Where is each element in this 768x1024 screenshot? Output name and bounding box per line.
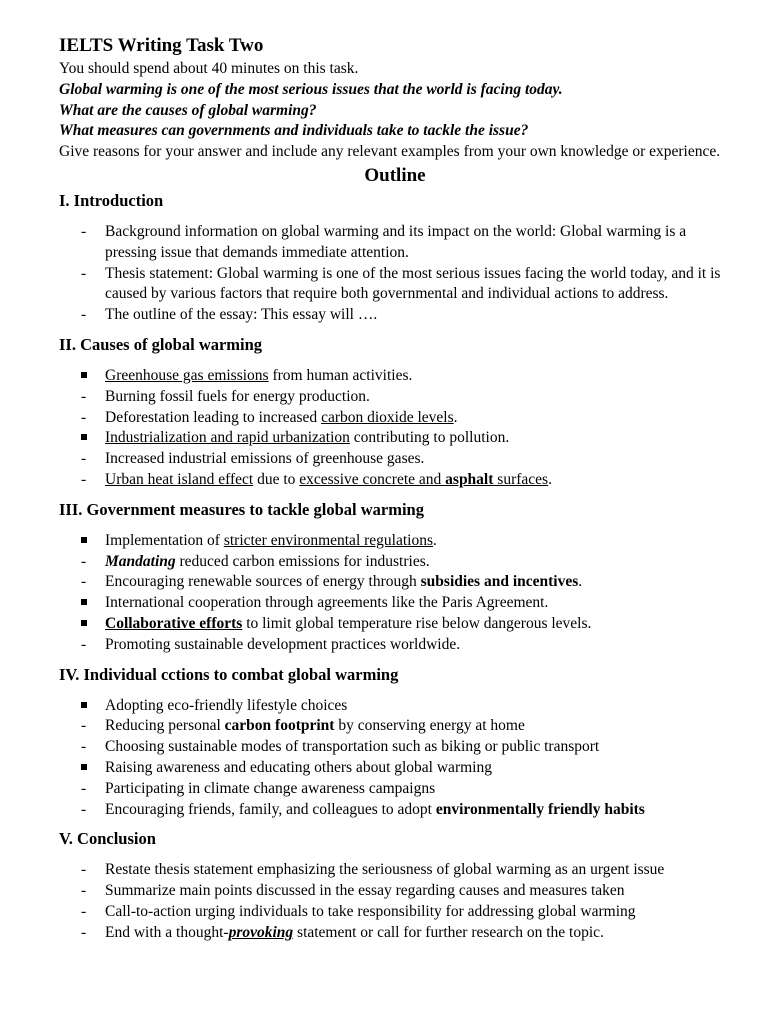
dash-marker: - [81, 902, 87, 920]
list-item-text: Reducing personal [105, 717, 225, 735]
dash-marker: - [81, 450, 87, 468]
list-item [59, 572, 731, 593]
dash-marker: - [81, 882, 87, 900]
individual-list [59, 696, 731, 821]
list-item-text: Call-to-action urging individuals to take responsibility for addressing global warming [105, 902, 636, 920]
section-heading-individual: IV. Individual cctions to combat global warming [59, 664, 399, 684]
list-item-text: Restate thesis statement emphasizing the seriousness of global warming as an urgent issue [105, 861, 665, 879]
list-item [59, 593, 731, 614]
bold-italic-text: Mandating [105, 552, 176, 570]
square-bullet-icon [81, 696, 95, 717]
dash-marker: - [81, 635, 87, 653]
list-item [59, 264, 731, 306]
list-item-text: Adopting eco-friendly lifestyle choices [105, 696, 348, 714]
underlined-bold-text: asphalt [445, 470, 494, 488]
list-item-text: The outline of the essay: This essay will …. [105, 306, 378, 324]
list-item [59, 552, 731, 573]
square-bullet-icon [81, 758, 95, 779]
dash-marker: - [81, 408, 87, 426]
outline-title: Outline [364, 164, 426, 186]
underlined-text: stricter environmental regulations [223, 531, 433, 549]
section-heading-government: III. Government measures to tackle global warming [59, 499, 424, 519]
section-heading-conclusion: V. Conclusion [59, 829, 156, 849]
dash-marker: - [81, 573, 87, 591]
bold-text: carbon footprint [224, 717, 335, 735]
list-item-text: contributing to pollution. [349, 429, 510, 447]
list-item [59, 366, 731, 387]
list-item [59, 881, 731, 902]
list-item [59, 531, 731, 552]
list-item [59, 779, 731, 800]
list-item-text: by conserving energy at home [334, 717, 525, 735]
list-item-text: . [578, 573, 583, 591]
list-item-text: Background information on global warming and its impact on the world: Global warming is a pressing issue that demands immediate attention. [105, 222, 687, 261]
dash-marker: - [81, 800, 87, 818]
conclusion-list [59, 860, 731, 943]
list-item [59, 800, 731, 821]
list-item-text: International cooperation through agreements like the Paris Agreement. [105, 594, 549, 612]
dash-marker: - [81, 470, 87, 488]
square-bullet-icon [81, 593, 95, 614]
list-item [59, 737, 731, 758]
document-page [59, 33, 731, 951]
list-item [59, 696, 731, 717]
list-item-text: statement or call for further research on the topic. [293, 923, 604, 941]
list-item-text: Thesis statement: Global warming is one of the most serious issues facing the world today, and it is caused by various factors that require both governmental and individual actions to address. [105, 264, 721, 303]
list-item [59, 428, 731, 449]
list-item [59, 408, 731, 429]
list-item-text: End with a thought- [105, 923, 229, 941]
list-item-text: Encouraging friends, family, and colleagues to adopt [105, 800, 436, 818]
list-item-text: reduced carbon emissions for industries. [175, 552, 430, 570]
list-item [59, 222, 731, 264]
dash-marker: - [81, 717, 87, 735]
list-item [59, 305, 731, 326]
dash-marker: - [81, 861, 87, 879]
introduction-list [59, 222, 731, 326]
underlined-text: excessive concrete and [299, 470, 446, 488]
list-item-text: Raising awareness and educating others about global warming [105, 758, 492, 776]
dash-marker: - [81, 222, 87, 240]
time-instruction: You should spend about 40 minutes on this task. [59, 60, 359, 77]
section-heading-introduction: I. Introduction [59, 190, 164, 210]
government-list [59, 531, 731, 656]
underlined-text: surfaces [493, 470, 549, 488]
underlined-text: Urban heat island effect [105, 470, 254, 488]
square-bullet-icon [81, 531, 95, 552]
list-item-text: . [433, 531, 437, 549]
list-item-text: Promoting sustainable development practices worldwide. [105, 635, 461, 653]
dash-marker: - [81, 552, 87, 570]
list-item [59, 758, 731, 779]
list-item-text: Burning fossil fuels for energy production. [105, 387, 370, 405]
list-item [59, 449, 731, 470]
dash-marker: - [81, 306, 87, 324]
prompt-line-1: Global warming is one of the most serious issues that the world is facing today. [59, 80, 563, 98]
causes-list [59, 366, 731, 491]
dash-marker: - [81, 779, 87, 797]
list-item-text: Summarize main points discussed in the essay regarding causes and measures taken [105, 882, 625, 900]
list-item [59, 635, 731, 656]
list-item [59, 902, 731, 923]
dash-marker: - [81, 264, 87, 282]
dash-marker: - [81, 387, 87, 405]
list-item-text: Participating in climate change awareness campaigns [105, 779, 436, 797]
list-item [59, 716, 731, 737]
list-item-text: Increased industrial emissions of greenhouse gases. [105, 450, 425, 468]
list-item [59, 470, 731, 491]
document-title: IELTS Writing Task Two [59, 35, 264, 56]
list-item-text: Implementation of [105, 531, 224, 549]
square-bullet-icon [81, 428, 95, 449]
list-item-text: from human activities. [268, 366, 413, 384]
bold-text: environmentally friendly habits [435, 800, 645, 818]
section-heading-causes: II. Causes of global warming [59, 334, 263, 354]
list-item-text: Choosing sustainable modes of transportation such as biking or public transport [105, 738, 600, 756]
list-item [59, 923, 731, 944]
list-item [59, 387, 731, 408]
list-item-text: due to [253, 470, 300, 488]
list-item-text: . [453, 408, 458, 426]
list-item-text: Deforestation leading to increased [105, 408, 322, 426]
list-item [59, 614, 731, 635]
list-item [59, 860, 731, 881]
prompt-line-3: What measures can governments and individuals take to tackle the issue? [59, 122, 529, 140]
underlined-text: Industrialization and rapid urbanization [105, 429, 350, 447]
prompt-line-2: What are the causes of global warming? [59, 101, 317, 119]
dash-marker: - [81, 923, 87, 941]
square-bullet-icon [81, 614, 95, 635]
list-item-text: Encouraging renewable sources of energy through [105, 573, 421, 591]
underlined-text: carbon dioxide levels [321, 408, 454, 426]
underlined-text: Greenhouse gas emissions [105, 366, 269, 384]
list-item-text: to limit global temperature rise below dangerous levels. [242, 614, 592, 632]
list-item-text: . [548, 470, 552, 488]
square-bullet-icon [81, 366, 95, 387]
dash-marker: - [81, 738, 87, 756]
underlined-bold-text: Collaborative efforts [105, 614, 243, 632]
bold-text: subsidies and incentives [420, 573, 579, 591]
underlined-bold-italic-text: provoking [228, 923, 294, 941]
guidance-text: Give reasons for your answer and include any relevant examples from your own knowledge or experience. [59, 143, 721, 161]
